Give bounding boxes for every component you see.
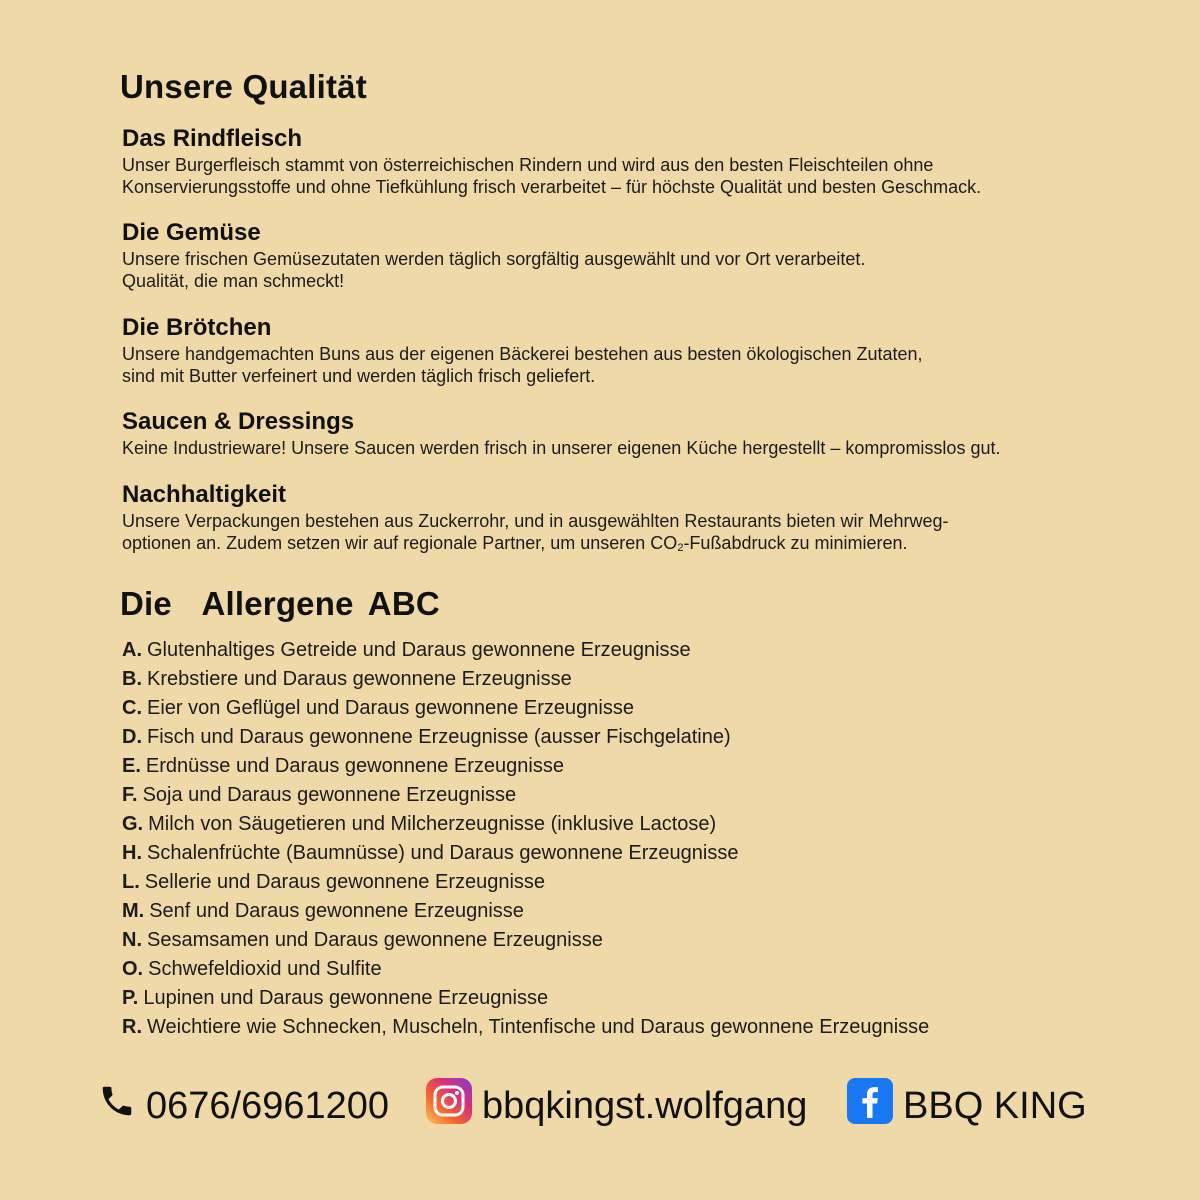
allergen-text: Sesamsamen und Daraus gewonnene Erzeugnisse (147, 929, 603, 951)
allergen-text: Erdnüsse und Daraus gewonnene Erzeugnisse (145, 755, 564, 777)
allergen-item (122, 665, 929, 694)
section-text (122, 343, 1112, 387)
section-text (122, 248, 1112, 292)
section-text-line: Unser Burgerfleisch stammt von österreichischen Rindern und wird aus den besten Fleischteilen ohne (122, 155, 934, 175)
contact-instagram[interactable] (426, 1080, 807, 1132)
section-text-line: Qualität, die man schmeckt! (122, 271, 345, 291)
allergen-letter: D. (122, 726, 142, 748)
quality-section-vegetables (122, 219, 1112, 292)
contact-facebook[interactable] (847, 1080, 1087, 1132)
section-text (122, 437, 1112, 459)
section-text-line: Unsere Verpackungen bestehen aus Zuckerrohr, und in ausgewählten Restaurants bieten wir Mehrweg- (122, 511, 949, 531)
allergen-letter: F. (122, 784, 138, 806)
allergen-item (122, 955, 929, 984)
allergen-text: Schwefeldioxid und Sulfite (148, 958, 382, 980)
instagram-icon (426, 1078, 472, 1134)
quality-section-sustainability (122, 481, 1112, 559)
allergen-letter: E. (122, 755, 141, 777)
allergen-letter: O. (122, 958, 144, 980)
allergen-item (122, 781, 929, 810)
section-heading: Saucen & Dressings (122, 408, 355, 435)
allergen-item (122, 694, 929, 723)
allergen-item (122, 984, 929, 1013)
section-heading: Nachhaltigkeit (122, 481, 287, 508)
section-text (122, 510, 1112, 559)
instagram-handle: bbqkingst.wolfgang (482, 1084, 808, 1127)
allergen-item (122, 839, 929, 868)
allergen-text: Milch von Säugetieren und Milcherzeugnisse (inklusive Lactose) (148, 813, 717, 835)
section-heading: Die Brötchen (122, 314, 272, 341)
section-text-line: Unsere handgemachten Buns aus der eigenen Bäckerei bestehen aus besten ökologischen Zutaten, (122, 344, 923, 364)
quality-section-beef (122, 125, 1112, 198)
allergen-letter: N. (122, 929, 142, 951)
allergen-letter: C. (122, 697, 142, 719)
allergen-letter: R. (122, 1016, 142, 1038)
allergen-letter: G. (122, 813, 144, 835)
allergen-text: Eier von Geflügel und Daraus gewonnene Erzeugnisse (147, 697, 634, 719)
allergen-text: Glutenhaltiges Getreide und Daraus gewonnene Erzeugnisse (147, 639, 691, 661)
allergen-text: Soja und Daraus gewonnene Erzeugnisse (142, 784, 517, 806)
allergen-item (122, 897, 929, 926)
allergen-item (122, 636, 929, 665)
allergen-item (122, 1013, 929, 1042)
allergen-letter: H. (122, 842, 142, 864)
allergen-text: Schalenfrüchte (Baumnüsse) und Daraus gewonnene Erzeugnisse (147, 842, 739, 864)
section-text-line: Unsere frischen Gemüsezutaten werden täglich sorgfältig ausgewählt und vor Ort verarbeitet. (122, 249, 866, 269)
allergen-letter: B. (122, 668, 142, 690)
section-heading: Die Gemüse (122, 219, 261, 246)
allergen-item (122, 868, 929, 897)
section-heading: Das Rindfleisch (122, 125, 303, 152)
allergen-text: Lupinen und Daraus gewonnene Erzeugnisse (143, 987, 549, 1009)
allergen-item (122, 752, 929, 781)
section-text-line: -Fußabdruck zu minimieren. (683, 533, 908, 553)
allergen-letter: A. (122, 639, 142, 661)
contact-phone[interactable] (98, 1080, 389, 1132)
allergen-text: Fisch und Daraus gewonnene Erzeugnisse (ausser Fischgelatine) (147, 726, 731, 748)
section-text-line: sind mit Butter verfeinert und werden täglich frisch geliefert. (122, 366, 596, 386)
allergen-text: Krebstiere und Daraus gewonnene Erzeugnisse (147, 668, 572, 690)
section-text-line: Konservierungsstoffe und ohne Tiefkühlung frisch verarbeitet – für höchste Qualität und besten Geschmack. (122, 177, 982, 197)
phone-icon (98, 1082, 136, 1130)
allergen-item (122, 810, 929, 839)
allergen-letter: M. (122, 900, 145, 922)
allergens-title: Die Allergene ABC (120, 585, 440, 622)
facebook-name: BBQ KING (903, 1084, 1087, 1127)
quality-section-buns (122, 314, 1112, 387)
allergen-text: Senf und Daraus gewonnene Erzeugnisse (149, 900, 524, 922)
allergen-text: Sellerie und Daraus gewonnene Erzeugnisse (144, 871, 546, 893)
allergen-list (122, 636, 929, 1042)
section-text-line: optionen an. Zudem setzen wir auf regionale Partner, um unseren CO (122, 533, 678, 553)
section-text-line: Keine Industrieware! Unsere Saucen werden frisch in unserer eigenen Küche hergestellt – kompromisslos gut. (122, 438, 1001, 458)
phone-number: 0676/6961200 (146, 1084, 390, 1127)
allergen-item (122, 723, 929, 752)
section-text (122, 154, 1112, 198)
co2-subscript: 2 (677, 542, 684, 554)
facebook-icon (847, 1078, 893, 1134)
allergen-letter: L. (122, 871, 140, 893)
allergen-text: Weichtiere wie Schnecken, Muscheln, Tintenfische und Daraus gewonnene Erzeugnisse (147, 1016, 930, 1038)
allergen-item (122, 926, 929, 955)
allergen-letter: P. (122, 987, 139, 1009)
quality-title: Unsere Qualität (120, 68, 367, 105)
quality-section-sauces (122, 408, 1112, 459)
